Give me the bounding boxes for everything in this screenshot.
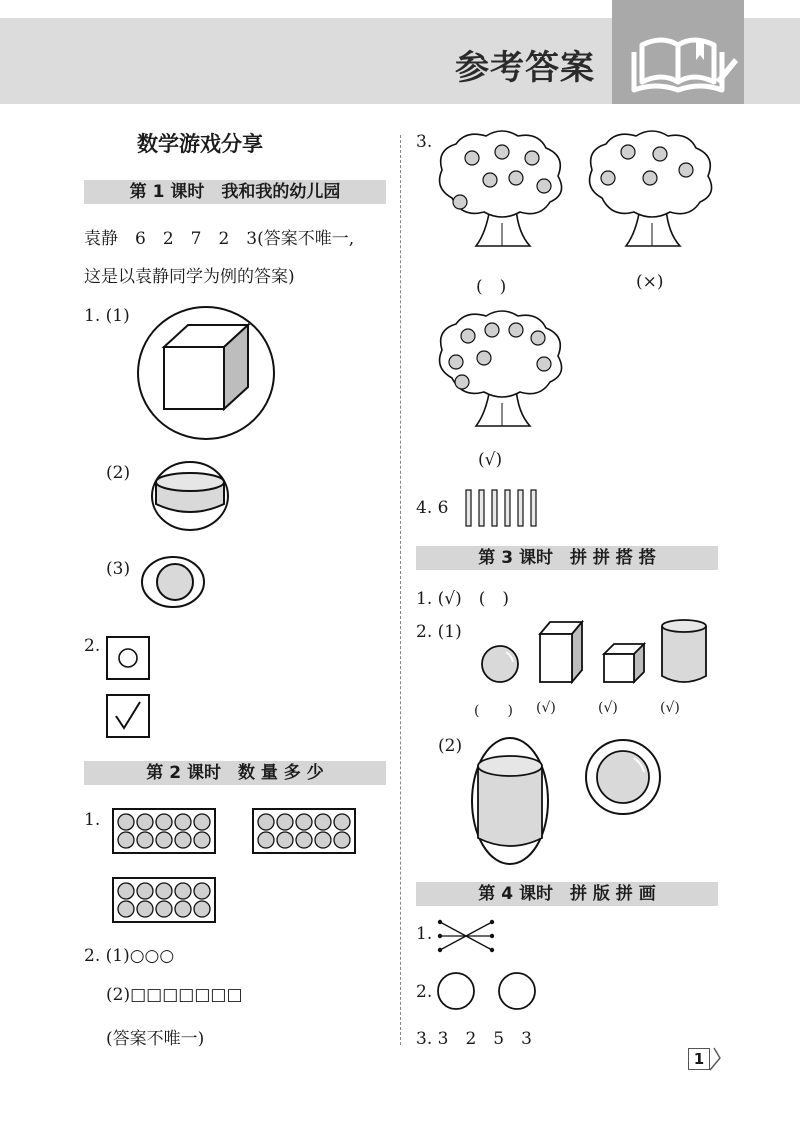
- lesson3-q2-1-label: 2. (1): [416, 622, 462, 642]
- circle-in-box-figure: [106, 636, 150, 680]
- lesson3-q1: 1. (√) ( ): [416, 589, 509, 609]
- apple-tree-icon: [582, 128, 722, 256]
- dot-frame-1: [112, 808, 216, 854]
- lesson1-q1-2-label: (2): [106, 463, 131, 483]
- sticks-icon: [460, 486, 540, 530]
- circled-sphere-figure: [584, 738, 662, 816]
- cylinder-shape: [660, 618, 708, 686]
- lesson3-bar: 第 3 课时 拼 拼 搭 搭: [416, 546, 718, 570]
- circled-cube-figure: [136, 303, 276, 443]
- page-corner-icon: [708, 1046, 724, 1072]
- lesson2-q2-note: (答案不唯一): [106, 1029, 205, 1049]
- lesson3-q2-answer-1: ( ): [474, 703, 513, 719]
- tree-answer-2: (×): [636, 272, 664, 292]
- lesson1-q2-label: 2.: [84, 636, 101, 656]
- lesson3-q2-answer-3: (√): [598, 700, 618, 716]
- lesson1-q1-3-label: (3): [106, 559, 131, 579]
- header-icon-box: [612, 0, 744, 104]
- tree-answer-3: (√): [478, 450, 503, 470]
- lesson4-q2-label: 2.: [416, 982, 433, 1002]
- dot-frame-3: [112, 877, 216, 923]
- right-q3-label: 3.: [416, 132, 433, 152]
- checkmark-box-icon: [106, 694, 150, 738]
- lesson1-bar: 第 1 课时 我和我的幼儿园: [84, 180, 386, 204]
- cube-shape: [602, 642, 646, 684]
- lesson2-q1-label: 1.: [84, 810, 101, 830]
- apple-tree-icon: [432, 128, 572, 256]
- lesson2-q2-2: (2)□□□□□□□: [106, 985, 243, 1005]
- apple-tree-icon: [432, 308, 572, 436]
- lesson3-q2-answer-2: (√): [536, 700, 556, 716]
- tree-answer-1: ( ): [476, 277, 507, 297]
- star-lines-figure: [436, 916, 496, 956]
- page-number: 1: [688, 1048, 710, 1070]
- two-circles-figure: [436, 970, 548, 1012]
- circled-cylinder-figure: [470, 736, 550, 866]
- column-divider: [400, 135, 401, 1045]
- circled-sphere-figure: [140, 555, 206, 609]
- lesson1-intro-line2: 这是以袁静同学为例的答案): [84, 267, 295, 287]
- right-q4-label: 4. 6: [416, 498, 449, 518]
- lesson2-q2-1: 2. (1)○○○: [84, 946, 175, 966]
- lesson2-bar: 第 2 课时 数 量 多 少: [84, 761, 386, 785]
- cuboid-shape: [538, 620, 584, 684]
- lesson3-q2-answer-4: (√): [660, 700, 680, 716]
- book-icon: [612, 0, 744, 104]
- lesson4-bar: 第 4 课时 拼 版 拼 画: [416, 882, 718, 906]
- lesson3-q2-2-label: (2): [438, 736, 463, 756]
- circled-cylinder-figure: [150, 460, 230, 532]
- sphere-shape: [480, 644, 520, 684]
- lesson1-intro-line1: 袁静 6 2 7 2 3(答案不唯一,: [84, 229, 355, 249]
- dot-frame-2: [252, 808, 356, 854]
- lesson4-q1-label: 1.: [416, 924, 433, 944]
- header-title: 参考答案: [455, 48, 595, 88]
- page-title: 数学游戏分享: [137, 132, 263, 156]
- lesson4-q3: 3. 3 2 5 3: [416, 1029, 532, 1049]
- lesson1-q1-1-label: 1. (1): [84, 306, 130, 326]
